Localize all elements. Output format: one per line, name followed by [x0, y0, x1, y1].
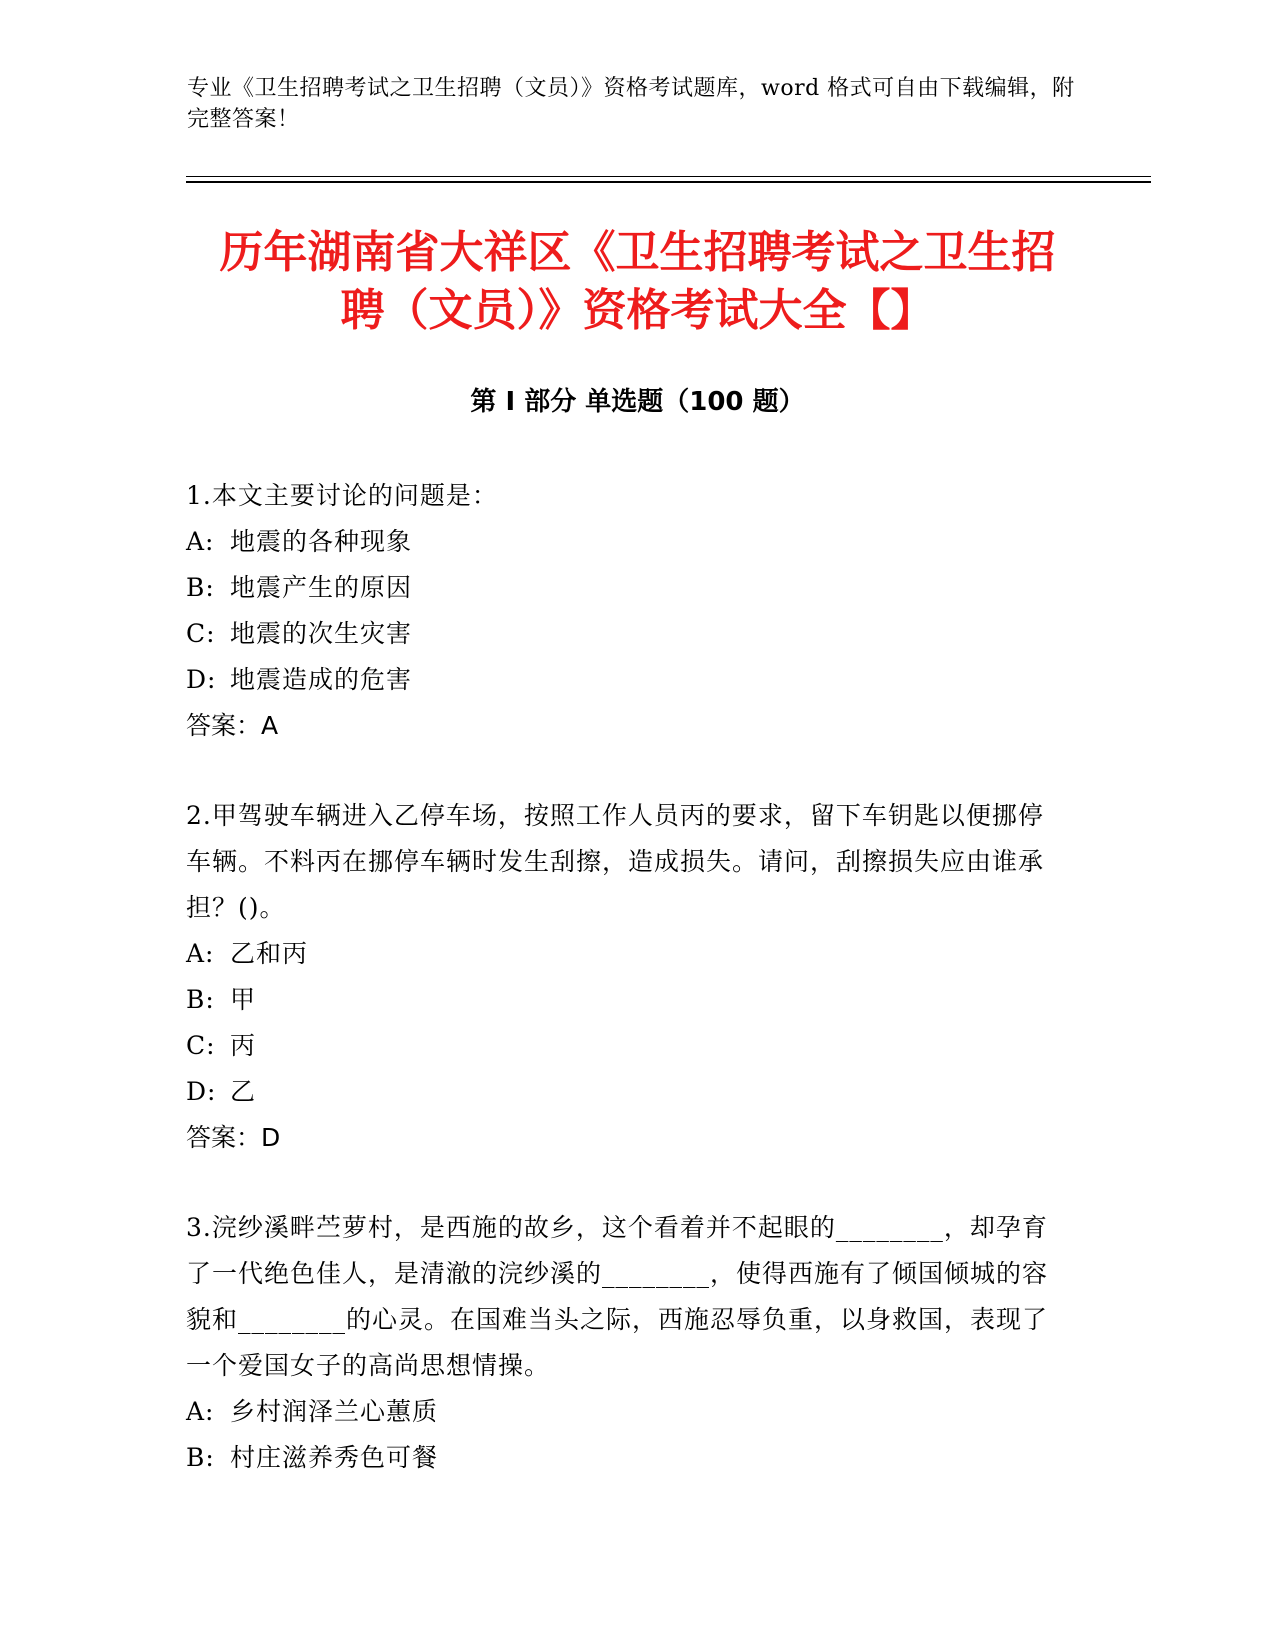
option-text: 乙 [230, 1077, 257, 1106]
question-list [186, 473, 1066, 1525]
option-c [186, 611, 1066, 657]
question-2 [186, 793, 1066, 1161]
option-key: B: [186, 1443, 215, 1472]
option-text: 乡村润泽兰心蕙质 [230, 1397, 439, 1426]
option-text: 地震的次生灾害 [230, 619, 413, 648]
header-note: 专业《卫生招聘考试之卫生招聘（文员）》资格考试题库，word 格式可自由下载编辑，附完整答案！ [187, 76, 1075, 132]
option-key: A: [186, 1397, 215, 1426]
option-b [186, 565, 1066, 611]
option-text: 乙和丙 [230, 939, 309, 968]
option-b [186, 977, 1066, 1023]
option-key: A: [186, 939, 215, 968]
option-text: 村庄滋养秀色可餐 [230, 1443, 439, 1472]
question-text: 3.浣纱溪畔苎萝村，是西施的故乡，这个看着并不起眼的________，却孕育了一代绝色佳人，是清澈的浣纱溪的________，使得西施有了倾国倾城的容貌和________的心灵。在国难当头之际，西施忍辱负重，以身救国，表现了一个爱国女子的高尚思想情操。 [186, 1213, 1049, 1380]
answer: 答案：A [186, 711, 279, 740]
option-text: 地震造成的危害 [230, 665, 413, 694]
option-key: B: [186, 573, 215, 602]
option-c [186, 1023, 1066, 1069]
option-key: D: [186, 665, 217, 694]
option-a [186, 931, 1066, 977]
option-a [186, 1389, 1066, 1435]
option-key: A: [186, 527, 215, 556]
option-b [186, 1435, 1066, 1481]
option-key: C: [186, 619, 216, 648]
option-d [186, 1069, 1066, 1115]
question-3 [186, 1205, 1066, 1481]
option-text: 甲 [230, 985, 257, 1014]
question-text: 2.甲驾驶车辆进入乙停车场，按照工作人员丙的要求，留下车钥匙以便挪停车辆。不料丙在挪停车辆时发生刮擦，造成损失。请问，刮擦损失应由谁承担？()。 [186, 801, 1045, 922]
question-1 [186, 473, 1066, 749]
document-title-line-2: 聘（文员）》资格考试大全【】 [340, 285, 935, 336]
option-key: B: [186, 985, 215, 1014]
document-title-line-1: 历年湖南省大祥区《卫生招聘考试之卫生招 [219, 227, 1056, 278]
option-text: 地震产生的原因 [230, 573, 413, 602]
option-d [186, 657, 1066, 703]
section-title: 第 I 部分 单选题（100 题） [470, 387, 805, 417]
answer: 答案：D [186, 1123, 281, 1152]
option-text: 地震的各种现象 [230, 527, 413, 556]
document-title [150, 224, 1125, 340]
option-a [186, 519, 1066, 565]
option-key: C: [186, 1031, 216, 1060]
question-text: 1.本文主要讨论的问题是： [186, 481, 498, 510]
option-text: 丙 [230, 1031, 257, 1060]
header-divider-thick [186, 181, 1151, 183]
option-key: D: [186, 1077, 217, 1106]
header-divider-thin [186, 176, 1151, 177]
